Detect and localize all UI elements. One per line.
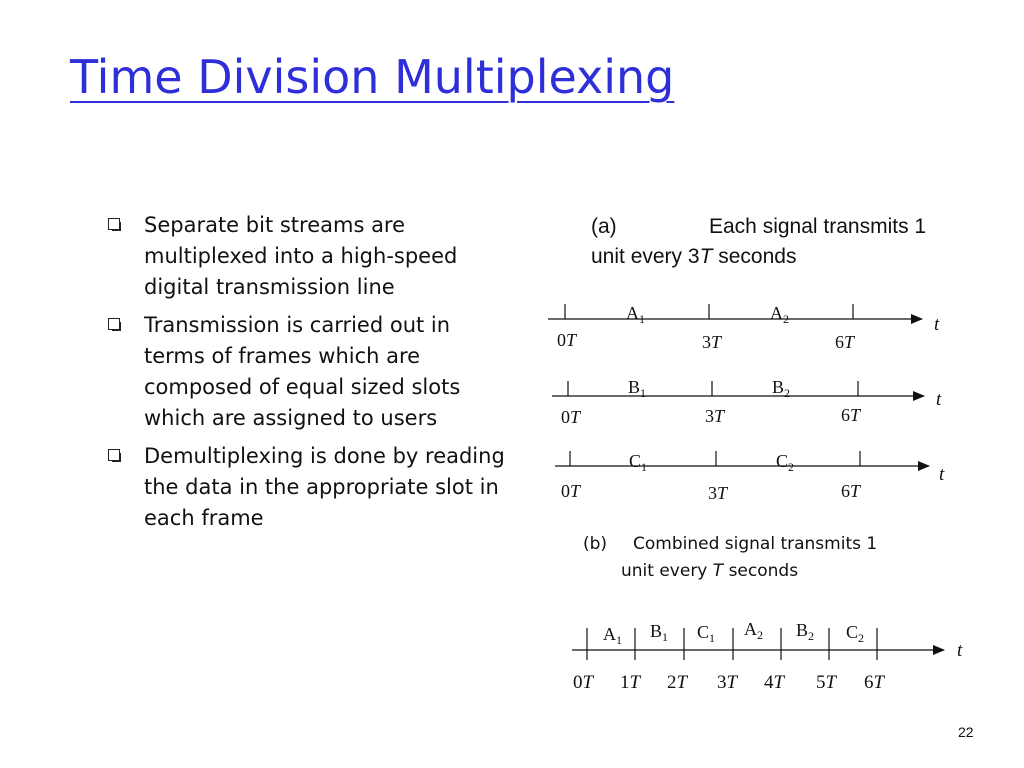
panel-b-text2-var: T [712, 561, 724, 581]
tick-label: 1T [620, 672, 641, 693]
tick-label: 0T [561, 481, 581, 501]
tick-label: 3T [705, 406, 725, 426]
tick-label: 5T [816, 672, 837, 693]
tick-label: 3T [708, 483, 728, 503]
bullet-text: Demultiplexing is done by reading the data in the appropriate slot in each frame [144, 444, 505, 530]
axis-t-label: t [957, 640, 963, 661]
slot-label: $C_2$ [846, 622, 865, 645]
tick-label: 3T [702, 332, 722, 352]
tick-label: 6T [835, 332, 855, 352]
panel-b-tag: (b) [583, 534, 608, 554]
slot-label: $B_2$ [772, 377, 791, 400]
tick-label: 6T [841, 481, 861, 501]
tick-label: 2T [667, 672, 688, 693]
slot-label: $C_2$ [776, 451, 795, 474]
tick-label: 3T [717, 672, 738, 693]
tick-label: 4T [764, 672, 785, 693]
tick-label: 0T [557, 330, 577, 350]
slot-label: $A_1$ [603, 624, 622, 647]
panel-b-text2-pre: unit every [621, 561, 713, 581]
slot-label: $A_1$ [626, 303, 645, 326]
slot-label: $A_2$ [744, 619, 763, 642]
tick-label: 0T [561, 407, 581, 427]
axis-t-label: t [939, 464, 945, 485]
slot-label: $C_1$ [629, 451, 648, 474]
panel-a-text1: Each signal transmits 1 [709, 215, 927, 238]
panel-a-tag: (a) [591, 215, 617, 238]
panel-a-text2-var: T [699, 245, 713, 268]
panel-a-text2-post: seconds [712, 245, 797, 268]
axis-t-label: t [936, 389, 942, 410]
slot-label: $C_1$ [697, 622, 716, 645]
page-number: 22 [958, 724, 974, 740]
bullet-text: Separate bit streams are multiplexed into a high-speed digital transmission line [144, 213, 458, 299]
panel-b-text1: Combined signal transmits 1 [633, 534, 878, 554]
tick-label: 0T [573, 672, 594, 693]
axis-t-label: t [934, 314, 940, 335]
slide-title: Time Division Multiplexing [70, 50, 675, 104]
tick-label: 6T [841, 405, 861, 425]
slot-label: $A_2$ [770, 303, 789, 326]
slot-label: $B_1$ [650, 621, 669, 644]
slot-label: $B_1$ [628, 377, 647, 400]
panel-b-text2-post: seconds [723, 561, 799, 581]
slot-label: $B_2$ [796, 620, 815, 643]
bullet-text: Transmission is carried out in terms of frames which are composed of equal sized slots which are assigned to users [144, 313, 461, 430]
tick-label: 6T [864, 672, 885, 693]
panel-a-text2-pre: unit every 3 [591, 245, 700, 268]
